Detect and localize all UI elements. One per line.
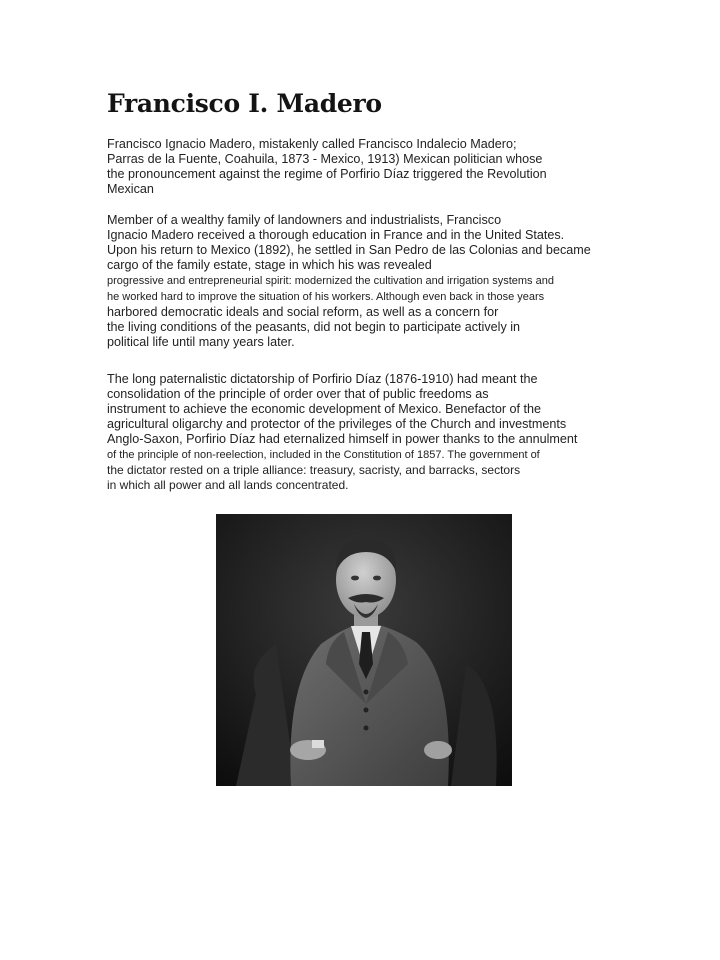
paragraph-line: Member of a wealthy family of landowners and industrialists, Francisco xyxy=(107,213,502,227)
paragraph-line: of the principle of non-reelection, included in the Constitution of 1857. The government of xyxy=(107,449,540,461)
paragraph-line: harbored democratic ideals and social reform, as well as a concern for xyxy=(107,305,499,319)
portrait-photo xyxy=(216,514,512,786)
paragraph-line: political life until many years later. xyxy=(107,335,295,349)
paragraph-intro xyxy=(107,137,627,197)
paragraph-line: Ignacio Madero received a thorough education in France and in the United States. xyxy=(107,228,565,242)
paragraph-line: cargo of the family estate, stage in which his was revealed xyxy=(107,258,432,272)
paragraph-line: Anglo-Saxon, Porfirio Díaz had eternalized himself in power thanks to the annulment xyxy=(107,432,578,446)
paragraph-line: the living conditions of the peasants, did not begin to participate actively in xyxy=(107,320,521,334)
paragraph-line: the pronouncement against the regime of Porfirio Díaz triggered the Revolution xyxy=(107,167,547,181)
paragraph-line: agricultural oligarchy and protector of the privileges of the Church and investments xyxy=(107,417,567,431)
paragraph-line: consolidation of the principle of order over that of public freedoms as xyxy=(107,387,489,401)
page-title: Francisco I. Madero xyxy=(107,89,382,118)
paragraph-line: he worked hard to improve the situation of his workers. Although even back in those years xyxy=(107,291,545,303)
paragraph-line: instrument to achieve the economic development of Mexico. Benefactor of the xyxy=(107,402,542,416)
paragraph-line: The long paternalistic dictatorship of Porfirio Díaz (1876-1910) had meant the xyxy=(107,372,538,386)
paragraph-early-life xyxy=(107,213,627,350)
portrait-photo-icon xyxy=(216,514,512,786)
paragraph-line: Upon his return to Mexico (1892), he settled in San Pedro de las Colonias and became xyxy=(107,243,591,257)
paragraph-line: in which all power and all lands concentrated. xyxy=(107,478,349,492)
paragraph-dictatorship xyxy=(107,372,627,493)
paragraph-line: Mexican xyxy=(107,182,154,196)
paragraph-line: the dictator rested on a triple alliance: treasury, sacristy, and barracks, sectors xyxy=(107,463,521,477)
paragraph-line: Francisco Ignacio Madero, mistakenly called Francisco Indalecio Madero; xyxy=(107,137,517,151)
paragraph-line: progressive and entrepreneurial spirit: modernized the cultivation and irrigation systems and xyxy=(107,275,554,287)
paragraph-line: Parras de la Fuente, Coahuila, 1873 - Mexico, 1913) Mexican politician whose xyxy=(107,152,543,166)
